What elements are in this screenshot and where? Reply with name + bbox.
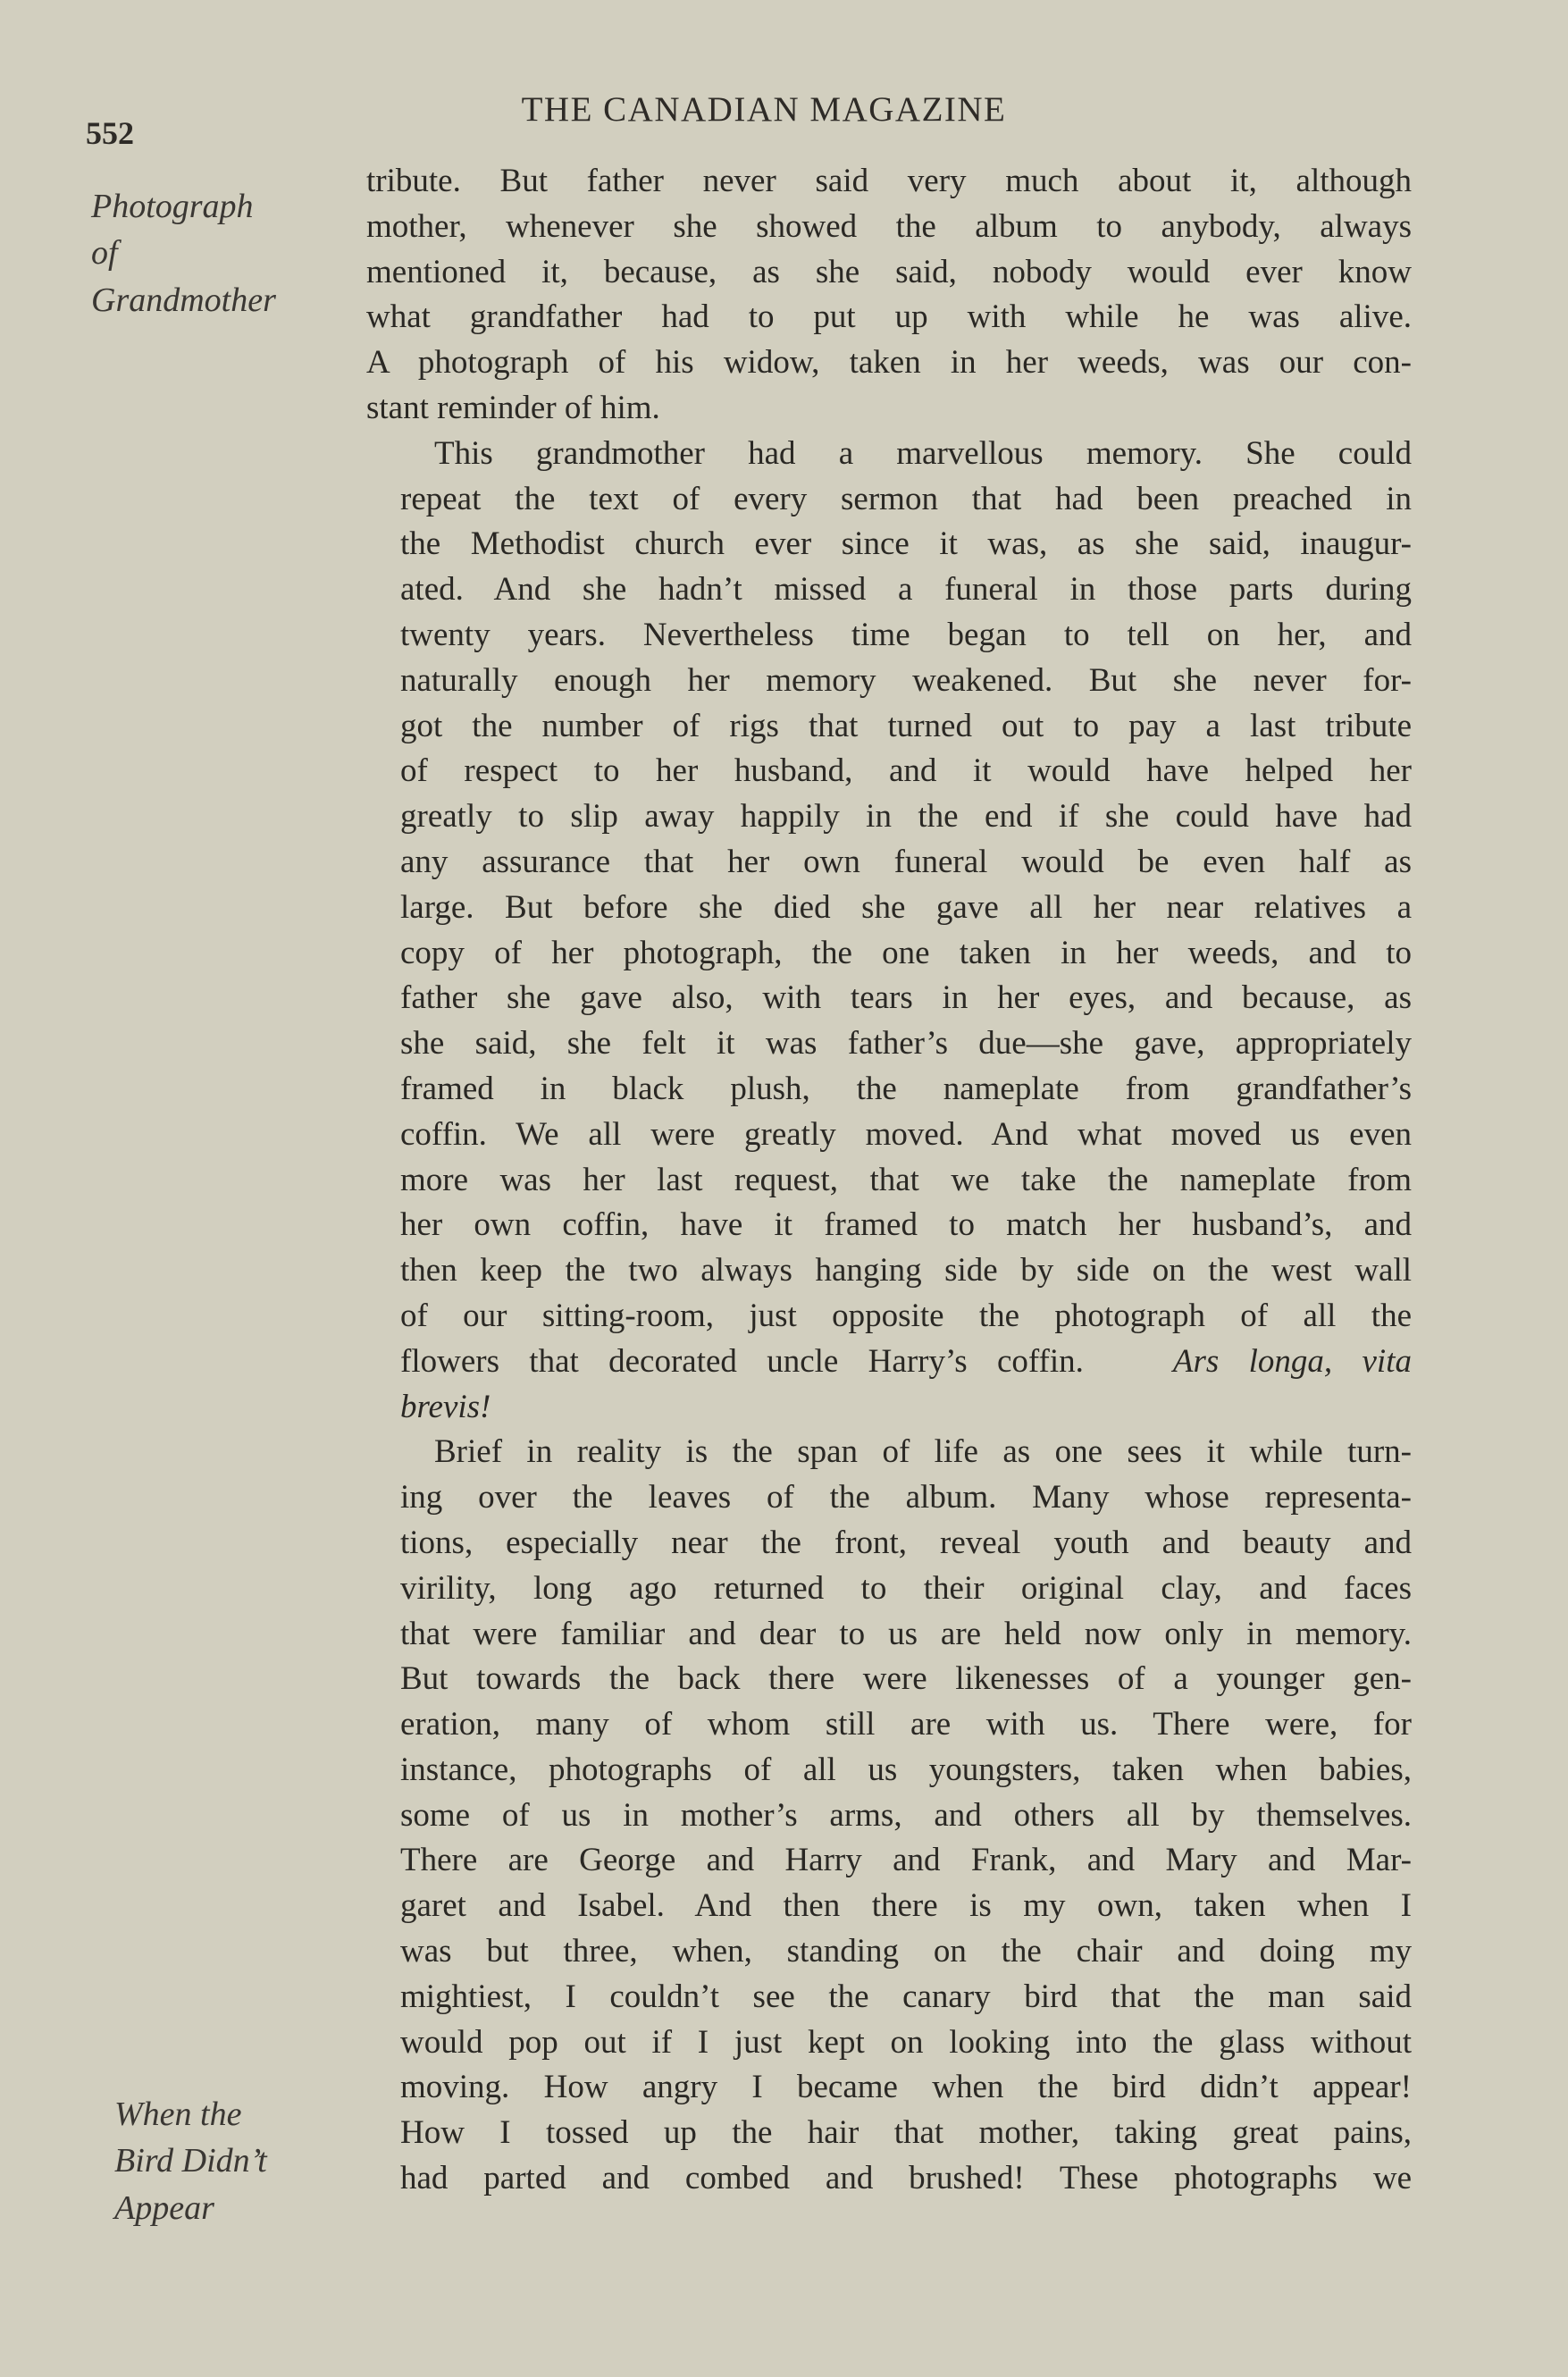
text-line: large. But before she died she gave all her near relatives a [400,888,1412,926]
text-line: eration, many of whom still are with us. There were, for [400,1706,1412,1743]
text-line: tribute. But father never said very much about it, although [366,163,1412,199]
text-line: There are George and Harry and Frank, and Mary and Mar- [400,1842,1412,1879]
text-line: of our sitting-room, just opposite the photograph of all the [400,1297,1412,1334]
text-line: A photograph of his widow, taken in her weeds, was our con- [366,344,1412,382]
text-line: repeat the text of every sermon that had been preached in [400,480,1412,517]
text-line: then keep the two always hanging side by side on the west wall [400,1252,1412,1289]
text-line: mightiest, I couldn’t see the canary bird that the man said [400,1978,1412,2015]
paragraph-1 [366,159,1412,432]
margin-note-line: Grandmother [91,281,276,319]
text-line: father she gave also, with tears in her eyes, and because, as [400,979,1412,1017]
text-line: twenty years. Nevertheless time began to tell on her, and [400,616,1412,653]
paragraph-3 [366,1430,1412,2202]
margin-note-line: Appear [114,2188,214,2227]
text-line: instance, photographs of all us youngsters, taken when babies, [400,1751,1412,1788]
text-line: what grandfather had to put up with while he was alive. [366,298,1412,336]
text-line: stant reminder of him. [366,389,660,426]
margin-note-line: Bird Didn’t [114,2142,267,2180]
running-head: THE CANADIAN MAGAZINE [521,90,1007,129]
text-line: would pop out if I just kept on looking into the glass without [400,2023,1412,2061]
text-line: framed in black plush, the nameplate from grandfather’s [400,1070,1412,1107]
text-line: more was her last request, that we take the nameplate from [400,1161,1412,1198]
text-line: of respect to her husband, and it would have helped her [400,752,1412,790]
text-line: her own coffin, have it framed to match her husband’s, and [400,1206,1412,1244]
text-line: that were familiar and dear to us are held now only in memory. [400,1615,1412,1652]
text-line: Brief in reality is the span of life as one sees it while turn- [434,1433,1412,1471]
text-line: garet and Isabel. And then there is my own, taken when I [400,1887,1412,1925]
text-line: mentioned it, because, as she said, nobody would ever know [366,253,1412,290]
latin-quote-end: brevis! [400,1388,491,1425]
text-line [366,1340,1412,1385]
margin-note-when-the-bird-didnt-appear [114,2091,267,2231]
text-line: tions, especially near the front, reveal youth and beauty and [400,1524,1412,1561]
text-line: got the number of rigs that turned out to pay a last tribute [400,707,1412,744]
article-body [366,159,1412,2202]
text-line: How I tossed up the hair that mother, taking great pains, [400,2114,1412,2152]
closing-sentence: flowers that decorated uncle Harry’s coffin. [400,1342,1084,1380]
text-line: greatly to slip away happily in the end if she could have had [400,798,1412,836]
text-line: mother, whenever she showed the album to anybody, always [366,207,1412,245]
text-line: naturally enough her memory weakened. But she never for- [400,661,1412,699]
text-line: some of us in mother’s arms, and others all by themselves. [400,1796,1412,1834]
text-line: she said, she felt it was father’s due—she gave, appropriately [400,1025,1412,1063]
text-line: was but three, when, standing on the chair and doing my [400,1933,1412,1970]
paragraph-2 [366,432,1412,1431]
margin-note-line: Photograph [91,188,254,225]
margin-note-line: of [91,234,118,273]
text-line: copy of her photograph, the one taken in her weeds, and to [400,934,1412,971]
text-line: ing over the leaves of the album. Many whose representa- [400,1479,1412,1516]
latin-quote: Ars longa, vita [1172,1342,1412,1380]
text-line: This grandmother had a marvellous memory. She could [434,434,1412,472]
text-line: the Methodist church ever since it was, as she said, inaugur- [400,525,1412,563]
margin-note-line: When the [114,2096,242,2133]
page-number: 552 [86,115,134,151]
text-line: any assurance that her own funeral would be even half as [400,843,1412,880]
text-line: ated. And she hadn’t missed a funeral in those parts during [400,571,1412,609]
text-line: virility, long ago returned to their original clay, and faces [400,1569,1412,1607]
text-line: moving. How angry I became when the bird didn’t appear! [400,2069,1412,2106]
text-line: had parted and combed and brushed! These photographs we [400,2160,1412,2197]
text-line: coffin. We all were greatly moved. And what moved us even [400,1115,1412,1153]
text-line: But towards the back there were likenesses of a younger gen- [400,1660,1412,1698]
margin-note-photograph-of-grandmother [91,183,276,323]
